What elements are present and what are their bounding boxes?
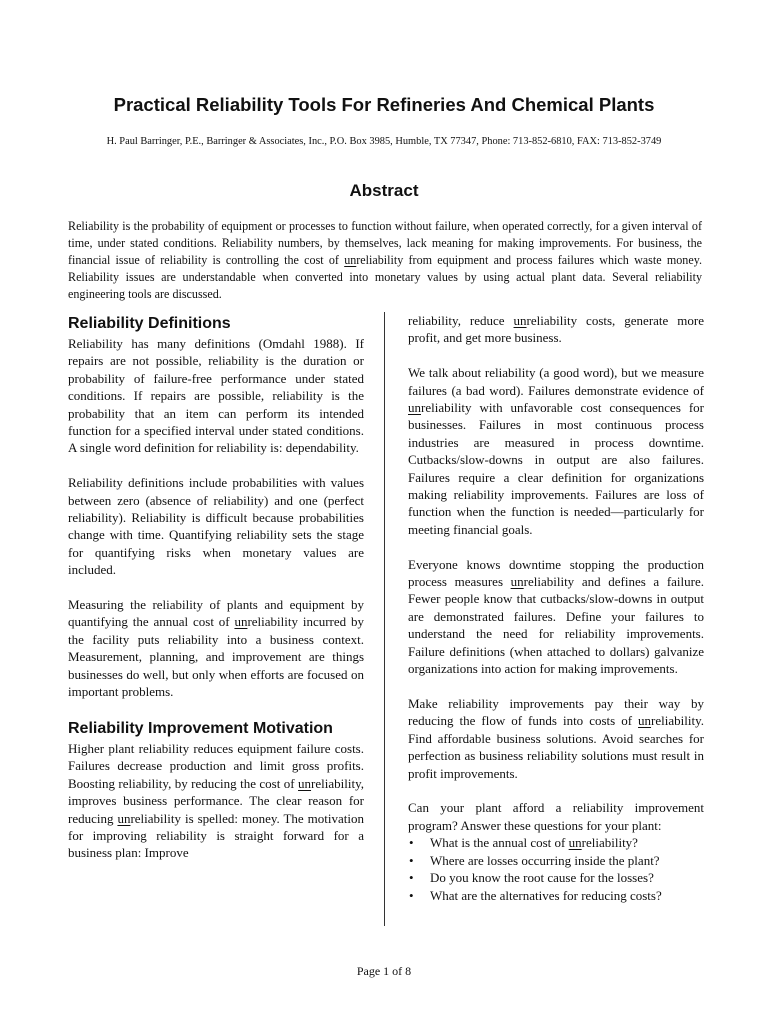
list-item: • Do you know the root cause for the losses? [409, 870, 654, 886]
page-number: Page 1 of 8 [356, 964, 412, 978]
paragraph: Higher plant reliability reduces equipment failure costs. Failures decrease production and limit gross profits. Boosting reliability, by reducing the cost of unreliability, improves business performance. The clear reason for reducing unreliability is spelled: money. The motivation for improving reliability is straight forward for a business plan: Improve [68, 740, 364, 861]
section-heading-definitions: Reliability Definitions [68, 315, 231, 332]
bullet-icon: • [409, 835, 414, 851]
paragraph: Reliability has many definitions (Omdahl 1988). If repairs are not possible, reliability is the duration or probability of failure-free performance under stated conditions. If repairs are possible, reliability is the probability that an item can perform its intended function for a specified interval under stated conditions. A single word definition for reliability is: dependability. [68, 336, 364, 456]
section-heading-motivation: Reliability Improvement Motivation [68, 719, 333, 737]
list-item: • Where are losses occurring inside the plant? [409, 852, 660, 868]
author-line: H. Paul Barringer, P.E., Barringer & Associates, Inc., P.O. Box 3985, Humble, TX 77347, Phone: 713-852-6810, FAX: 713-852-3749 [106, 136, 662, 147]
abstract-text: Reliability is the probability of equipment or processes to function without failure, when operated correctly, for a given interval of time, under stated conditions. Reliability numbers, by themselves, lack meaning for making improvements. For business, the financial issue of reliability is controlling the cost of unreliability from equipment and process failures which waste money. Reliability issues are understandable when converted into monetary values by using actual plant data. Several reliability engineering tools are discussed. [68, 219, 702, 301]
bullet-icon: • [409, 870, 414, 886]
paragraph: Make reliability improvements pay their way by reducing the flow of funds into costs of unreliability. Find affordable business solutions. Avoid searches for perfection as business reliability solutions must result in profit improvements. [408, 695, 704, 781]
left-column [68, 312, 364, 879]
paragraph: We talk about reliability (a good word), but we measure failures (a bad word). Failures demonstrate evidence of unreliability with unfavorable cost consequences for businesses. Failures in most continuous process industries are measured in process downtime. Cutbacks/slow-downs in output are also failures. Failures require a clear definition for organizations making reliability improvements. Failures are loss of function when the function is needed—particularly for meeting financial goals. [408, 365, 704, 537]
paragraph: Can your plant afford a reliability improvement program? Answer these questions for your plant: [408, 800, 704, 833]
right-column [408, 312, 704, 905]
paragraph: Everyone knows downtime stopping the production process measures unreliability and defines a failure. Fewer people know that cutbacks/slow-downs in output are demonstrated failures. Define your failures to understand the need for reliability improvements. Failure definitions (when attached to dollars) galvanize organizations into action for making improvements. [408, 556, 704, 677]
paragraph: Measuring the reliability of plants and equipment by quantifying the annual cost of unreliability incurred by the facility puts reliability into a business context. Measurement, planning, and improvement are things businesses do well, but only when efforts are focused on important problems. [68, 597, 364, 700]
list-item: • What is the annual cost of unreliability? [409, 835, 638, 851]
paragraph: Reliability definitions include probabilities with values between zero (absence of reliability) and one (perfect reliability). Reliability is difficult because probabilities change with time. Quantifying reliability sets the stage for quantifying risks when monetary values are included. [68, 475, 364, 578]
column-divider [384, 312, 385, 926]
paragraph: reliability, reduce unreliability costs, generate more profit, and get more business. [408, 313, 704, 346]
question-list [408, 834, 704, 904]
bullet-icon: • [409, 887, 414, 903]
list-item: • What are the alternatives for reducing costs? [409, 887, 662, 903]
abstract-heading: Abstract [349, 181, 419, 200]
bullet-icon: • [409, 852, 414, 868]
paper-title: Practical Reliability Tools For Refineries And Chemical Plants [113, 94, 655, 115]
